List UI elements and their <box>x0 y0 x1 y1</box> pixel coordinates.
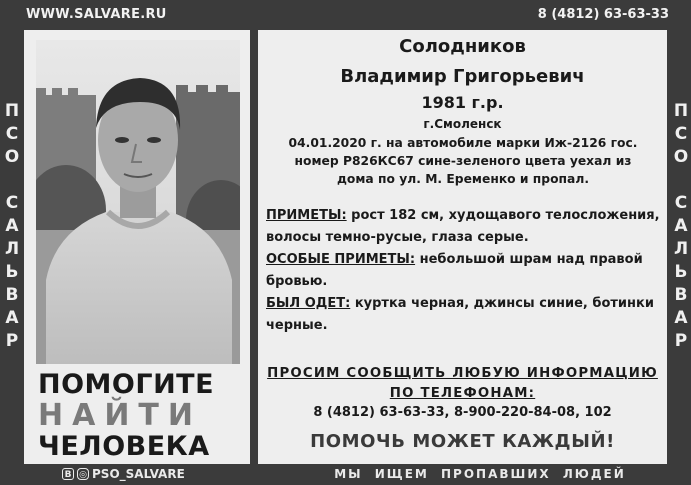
signs-paragraph <box>266 205 662 249</box>
banner-find: НАЙТИ <box>38 398 203 433</box>
signs-text: рост 182 см, худощавого телосложения, волосы темно-русые, глаза серые. <box>266 208 660 245</box>
photo-panel <box>24 30 250 464</box>
side-letter: П <box>4 101 20 121</box>
side-letter: С <box>5 124 19 144</box>
side-letter: О <box>4 147 20 167</box>
side-letter: Л <box>673 239 689 259</box>
footer-motto: МЫ ИЩЕМ ПРОПАВШИХ ЛЮДЕЙ <box>334 467 626 481</box>
side-letter: С <box>674 124 688 144</box>
banner-help: ПОМОГИТЕ <box>38 369 215 400</box>
birth-year: 1981 г.р. <box>421 93 504 112</box>
side-letter: Ь <box>674 262 688 282</box>
special-signs-text: небольшой шрам над правой бровью. <box>266 252 643 289</box>
signs-label: ПРИМЕТЫ: <box>266 208 347 223</box>
vk-icon[interactable]: В <box>62 468 74 480</box>
social-handle[interactable]: PSO_SALVARE <box>92 467 185 481</box>
side-letter: А <box>5 216 19 236</box>
clothes-paragraph <box>266 293 662 337</box>
side-letter: А <box>674 308 688 328</box>
side-letter: П <box>673 101 689 121</box>
side-letter: Р <box>5 331 19 351</box>
banner-person: ЧЕЛОВЕКА <box>38 431 210 462</box>
instagram-icon[interactable]: ◎ <box>77 468 89 480</box>
side-letter: С <box>5 193 19 213</box>
clothes-text: куртка черная, джинсы синие, ботинки черные. <box>266 296 654 333</box>
missing-person-photo <box>36 40 240 364</box>
signs-block <box>266 205 662 337</box>
side-letter <box>2 169 22 192</box>
special-signs-label: ОСОБЫЕ ПРИМЕТЫ: <box>266 252 416 267</box>
side-text-left <box>2 100 22 353</box>
side-letter: В <box>674 285 688 305</box>
side-letter: А <box>5 308 19 328</box>
site-url[interactable]: WWW.SALVARE.RU <box>26 7 167 22</box>
special-signs-paragraph <box>266 249 662 293</box>
request-line1: ПРОСИМ СООБЩИТЬ ЛЮБУЮ ИНФОРМАЦИЮ <box>267 366 658 381</box>
person-surname: Солодников <box>399 36 526 57</box>
side-letter: О <box>673 147 689 167</box>
side-letter: С <box>674 193 688 213</box>
contact-phones[interactable]: 8 (4812) 63-63-33, 8-900-220-84-08, 102 <box>313 405 612 420</box>
slogan: ПОМОЧЬ МОЖЕТ КАЖДЫЙ! <box>310 431 615 452</box>
request-line2: ПО ТЕЛЕФОНАМ: <box>389 385 536 401</box>
side-letter: В <box>5 285 19 305</box>
side-letter <box>671 169 691 192</box>
side-text-right <box>671 100 691 353</box>
social-links[interactable] <box>62 467 185 481</box>
clothes-label: БЫЛ ОДЕТ: <box>266 296 351 311</box>
info-panel <box>258 30 667 464</box>
disappearance-story: 04.01.2020 г. на автомобиле марки Иж-2126 гос. номер Р826КС67 сине-зеленого цвета уехал из дома по ул. М. Еременко и пропал. <box>288 136 638 186</box>
side-letter: Л <box>4 239 20 259</box>
request-block <box>258 364 667 423</box>
side-letter: Р <box>674 331 688 351</box>
hotline-phone[interactable]: 8 (4812) 63-63-33 <box>537 7 669 22</box>
side-letter: А <box>674 216 688 236</box>
person-photo-icon <box>36 40 240 364</box>
person-name: Владимир Григорьевич <box>340 66 585 87</box>
side-letter: Ь <box>5 262 19 282</box>
city: г.Смоленск <box>423 117 502 131</box>
